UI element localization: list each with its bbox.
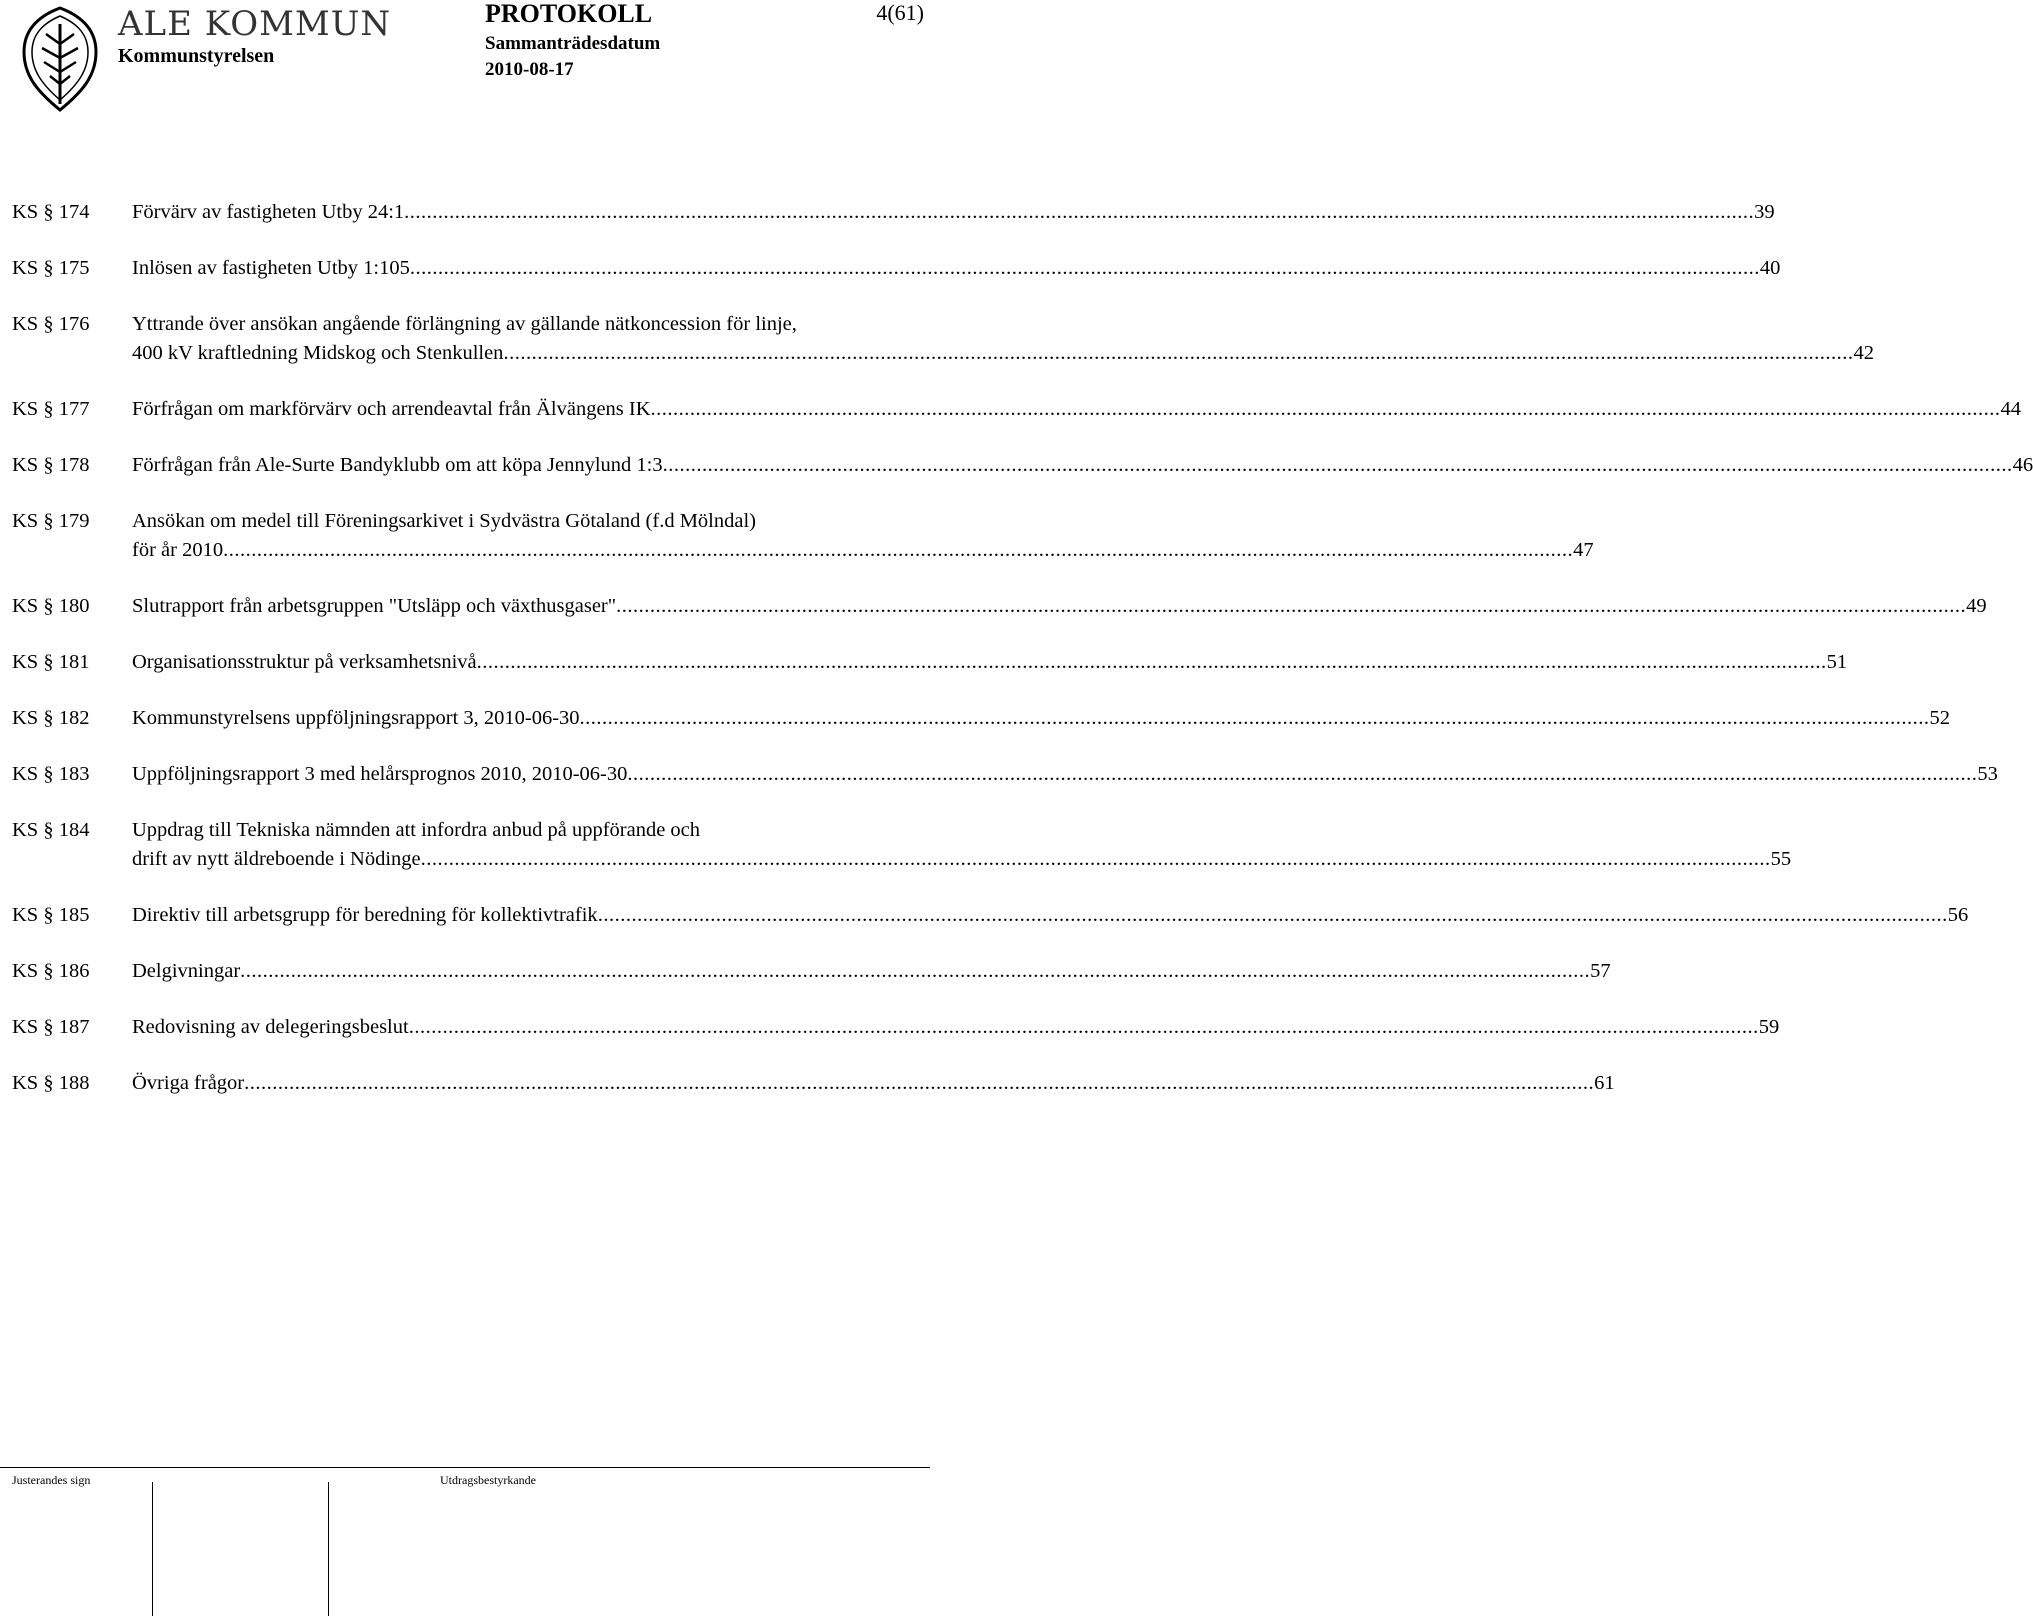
entry-title [132,395,2021,424]
organization-name: ALE KOMMUN [118,4,392,44]
toc-entry [12,760,1998,789]
signature-box-divider [328,1482,329,1616]
dot-leader [503,339,1853,368]
toc-entry [12,1013,1780,1042]
paragraph-number: KS § 182 [12,707,90,729]
entry-title [132,507,1594,565]
toc-entry [12,507,1594,565]
document-type: PROTOKOLL [485,0,653,28]
title-text: 400 kV kraftledning Midskog och Stenkullen [132,342,504,364]
dot-leader [477,648,1827,677]
toc-entry [12,451,2033,480]
toc-entry [12,310,1874,368]
organization-block [118,4,391,68]
toc-entry [12,1069,1615,1098]
footer-divider [0,1467,930,1468]
dot-leader [421,845,1771,874]
paragraph-number: KS § 179 [12,510,90,532]
page-reference: 46 [2012,454,2033,476]
page-reference: 52 [1929,707,1951,729]
title-text: Kommunstyrelsens uppföljningsrapport 3, 2010-06-30 [132,707,580,729]
page-reference: 51 [1826,651,1848,673]
entry-title [132,704,1950,733]
toc-entry [12,901,1969,930]
page-reference: 39 [1754,201,1775,223]
title-text: Uppföljningsrapport 3 med helårsprognos 2010, 2010-06-30 [132,763,628,785]
title-text: Övriga frågor [132,1072,245,1094]
dot-leader [240,957,1590,986]
entry-title [132,648,1847,677]
title-text: Inlösen av fastigheten Utby 1:105 [132,257,410,279]
paragraph-number: KS § 180 [12,595,90,617]
page-reference: 61 [1594,1072,1615,1094]
entry-title [132,957,1611,986]
title-text: Förvärv av fastigheten Utby 24:1 [132,201,405,223]
page-reference: 42 [1853,342,1874,364]
title-line: Yttrande över ansökan angående förlängning av gällande nätkoncession för linje, [132,313,797,335]
title-text: Förfrågan om markförvärv och arrendeavtal från Älvängens IK [132,398,651,420]
paragraph-number: KS § 174 [12,201,90,223]
dot-leader [410,254,1760,283]
paragraph-number: KS § 178 [12,454,90,476]
entry-title [132,451,2033,480]
paragraph-number: KS § 183 [12,763,90,785]
dot-leader [598,901,1948,930]
meeting-date-label: Sammanträdesdatum [485,33,661,54]
paragraph-number: KS § 187 [12,1016,90,1038]
title-text: Delgivningar [132,960,241,982]
organization-department: Kommunstyrelsen [118,45,275,67]
entry-title [132,310,1874,368]
entry-title [132,760,1998,789]
paragraph-number: KS § 177 [12,398,90,420]
utdragsbestyrkande-label: Utdragsbestyrkande [440,1473,536,1487]
dot-leader [409,1013,1759,1042]
entry-title [132,254,1780,283]
dot-leader [627,760,1977,789]
title-text: drift av nytt äldreboende i Nödinge [132,848,421,870]
toc-entry [12,704,1951,733]
entry-title [132,901,1968,930]
dot-leader [244,1069,1594,1098]
toc-entry [12,395,2022,424]
dot-leader [651,395,2001,424]
page-reference: 57 [1590,960,1611,982]
table-of-contents [12,198,2033,1125]
toc-entry [12,648,1848,677]
meeting-date: 2010-08-17 [485,59,574,80]
dot-leader [580,704,1930,733]
title-text: Direktiv till arbetsgrupp för beredning för kollektivtrafik [132,904,598,926]
title-text: Organisationsstruktur på verksamhetsnivå [132,651,477,673]
toc-entry [12,198,1775,227]
title-text: Slutrapport från arbetsgruppen "Utsläpp och växthusgaser" [132,595,617,617]
entry-title [132,592,1987,621]
municipality-logo [18,4,102,114]
page-reference: 49 [1966,595,1987,617]
title-text: Redovisning av delegeringsbeslut [132,1016,409,1038]
justerandes-sign-label: Justerandes sign [12,1473,91,1487]
title-line: Ansökan om medel till Föreningsarkivet i Sydvästra Götaland (f.d Mölndal) [132,510,756,532]
paragraph-number: KS § 185 [12,904,90,926]
page-number: 4(61) [876,0,924,25]
page-reference: 40 [1759,257,1781,279]
dot-leader [616,592,1966,621]
page-reference: 56 [1947,904,1969,926]
page-reference: 59 [1758,1016,1780,1038]
signature-box-divider [152,1482,153,1616]
title-line: Uppdrag till Tekniska nämnden att infordra anbud på uppförande och [132,819,701,841]
toc-entry [12,816,1792,874]
paragraph-number: KS § 188 [12,1072,90,1094]
paragraph-number: KS § 175 [12,257,90,279]
page-reference: 44 [2000,398,2022,420]
page-reference: 47 [1573,539,1594,561]
toc-entry [12,957,1611,986]
page-reference: 55 [1770,848,1792,870]
entry-title [132,1013,1779,1042]
dot-leader [663,451,2013,480]
toc-entry [12,254,1781,283]
paragraph-number: KS § 184 [12,819,90,841]
paragraph-number: KS § 176 [12,313,90,335]
dot-leader [223,536,1573,565]
paragraph-number: KS § 181 [12,651,90,673]
entry-title [132,1069,1615,1098]
entry-title [132,816,1791,874]
title-text: för år 2010 [132,539,224,561]
paragraph-number: KS § 186 [12,960,90,982]
dot-leader [404,198,1754,227]
toc-entry [12,592,1987,621]
page-reference: 53 [1977,763,1998,785]
protocol-header [485,0,660,81]
entry-title [132,198,1775,227]
title-text: Förfrågan från Ale-Surte Bandyklubb om att köpa Jennylund 1:3 [132,454,663,476]
